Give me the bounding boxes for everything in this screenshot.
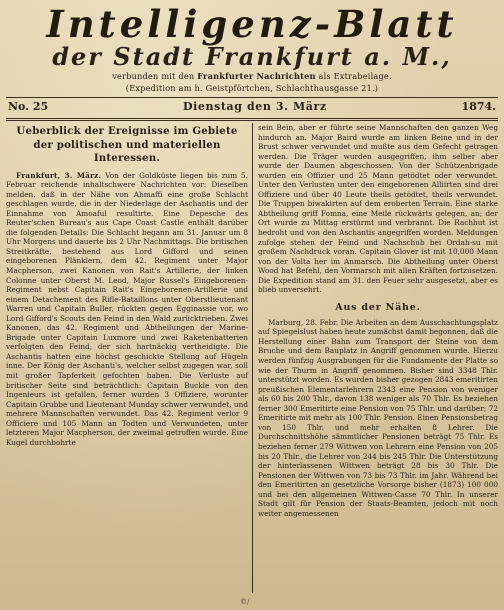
article-lead: Frankfurt, 3. März. [16,170,102,180]
dateline-divider [6,118,498,121]
section-body: Marburg, 28. Febr. Die Arbeiten an dem Ausschachtungsplatz auf Spiegelslust haben heute zumächst damit begonnen, daß die Herstellung einer Bahn zum Transport der Steine von dem Bruche und dem Bauplatz in Angriff genommen wurde. Hierzu werden fünfzig Ausgrabungen für die Fundamente der Platte so wie der Thurm in Angriff genommen. Bisher sind 3348 Thlr. unterstützt worden. Es wurden bisher gezogen 2843 emeritirten preußischen Elementarlehrern 2343 eine Pension von weniger als 60 bis 200 Thlr., davon 138 weniger als 70 Thlr. Es beziehen ferner 300 Emeritirte eine Pension von 75 Thlr. und darüber; 72 Emeritirte mit mehr als 100 Thlr. Pension. Einen Pensionsbetrag von 150 Thlr. und mehr erhalten 8 Lehrer. Die Durchschnittshöhe sämmtlicher Pensionen beträgt 75 Thlr. Es beziehen ferner 279 Wittwen von Lehrern eine Pension von 205 bis 20 Thlr., die Lehrer von 244 bis 245 Thlr. Die Unterstützung der hinterlassenen Wittwen beträgt 28 bis 30 Thlr. Die Pensionen der Wittwen von 73 bis 73 Thlr. im Jahr. Während bei den Emeritirten an gesetzliche Vorsorge bisher (1873) 100 000 und bei den allgemeinen Wittwen-Casse 70 Thlr. In unserer Stadt gilt für Pension der Staats-Beamten, jedoch mit noch weiter angemessenen [258,317,498,518]
affiliation-paper: Frankfurter Nachrichten [197,71,316,81]
right-column [252,123,498,593]
left-column [6,123,252,593]
newspaper-title: Intelligenz-Blatt [46,2,458,46]
newspaper-subtitle: der Stadt Frankfurt a. M., [52,42,452,71]
masthead-affiliation [6,70,498,82]
section-heading: Aus der Nähe. [335,301,421,313]
article-body-left [6,171,248,448]
dateline [6,98,498,115]
issue-number: No. 25 [8,100,49,113]
article-left-text: Von der Goldküste liegen bis zum 5. Februar reichende inhaltschwere Nachrichten vor: Dieselben melden, daß in der Nähe von Ahmaffi eine große Schlacht geschlagen wurde, die in der Niederlage der Aschantis und der Einnahme von Amoaful resultirte. Eine Depesche des Reuter'schen Bureau's aus Cape Coast Castle enthält darüber die folgenden Details: Die Schlacht begann am 31. Januar um 8 Uhr Morgens und dauerte bis 2 Uhr Nachmittags. Die britischen Streitkräfte, bestehend aus Lord Gifford und seinen eingeborenen Plänklern, dem 42. Regiment unter Major Macpherson, zwei Kanonen von Rait's Artillerie, der linken Colonne unter Oberst M. Leod, Major Russel's Eingeborenen-Regiment nebst Capitain Rait's Eingeborenen-Artillerie und einem Detachement des Rifle-Bataillons unter Oberstlieutenant Warren und Capitain Buller, rückten gegen Egginassie vor, wo Lord Gifford's Scouts den Feind in den Wald zurücktrieben. Zwei Kanonen, das 42. Regiment und Abtheilungen der Marine-Brigade unter Capitain Luxmore und zwei Raketenbatterien verfolgten den Feind, der sich hartnäckig vertheidigte. Die Aschantis hatten eine höchst geschickte Stellung auf Hügeln inne. Der König der Aschanti's, welcher selbst zugegen war, soll mit großer Tapferkeit gefochten haben. Die Verluste auf britischer Seite sind beträchtlich: Capitain Buckle von den Ingenieurs ist gefallen, ferner wurden 3 Offiziere, worunter Capitain Grubbe und Lieutenant Munday schwer verwundet, und mehrere Mannschaften verwundet. Das 42. Regiment verlor 9 Officiere und 105 Mann an Todten und Verwundeten, unter letzteren Major Macpherson, der zweimal getroffen wurde. Eine Kugel durchbohrte [6,170,248,447]
affiliation-suffix: als Extrabeilage. [318,71,392,81]
masthead-expedition: (Expedition am h. Geistpförtchen, Schlachthausgasse 21.) [125,83,379,93]
masthead [6,4,498,94]
article-columns [6,123,498,593]
affiliation-prefix: verbunden mit den [112,71,195,81]
issue-year: 1874. [461,100,496,113]
issue-date: Dienstag den 3. März [182,100,327,113]
article-body-right: sein Bein, aber er führte seine Mannschaften den ganzen Weg hindurch an. Major Baird wurde am linken Beine und in der Brust schwer verwundet und mußte aus dem Gefecht getragen werden. Die Träger wurden ausgegriffen, ihm selber aber wurde der Daumen abgeschossen. Von der Schützenbrigade wurden ein Offizier und 25 Mann getödtet oder verwundet. Unter den Verlusten unter den eingeborenen Alliirten sind drei Offiziere und über 40 Leute theils getödtet, theils verwundet. Die Truppen biwakirten auf dem eroberten Terrain. Eine starke Abtheilung griff Fomna, eine Meile rückwärts gelegen, an; der Ort wurde zu Mittag erstürmt und verbrannt. Die Rachhut ist bedroht und von den Aschantis angegriffen worden. Meldungen zufolge stehen der Feind und Nachschub bei Ordah-su mit großem Nachdruck voran. Capitain Glover ist mit 10,000 Mann von der Volta her im Anmarsch. Die Abtheilung unter Oberst Wood hat Befehl, den Vormarsch mit allen Kräften fortzusetzen. Die Expedition stand am 31. den Feuer sehr ausgesetzt, aber es blieb unversehrt. [258,123,498,295]
article-title: Ueberblick der Ereignisse im Gebiete der politischen und materiellen Interessen. [16,125,238,164]
page-stamp: ©/ [240,598,250,606]
